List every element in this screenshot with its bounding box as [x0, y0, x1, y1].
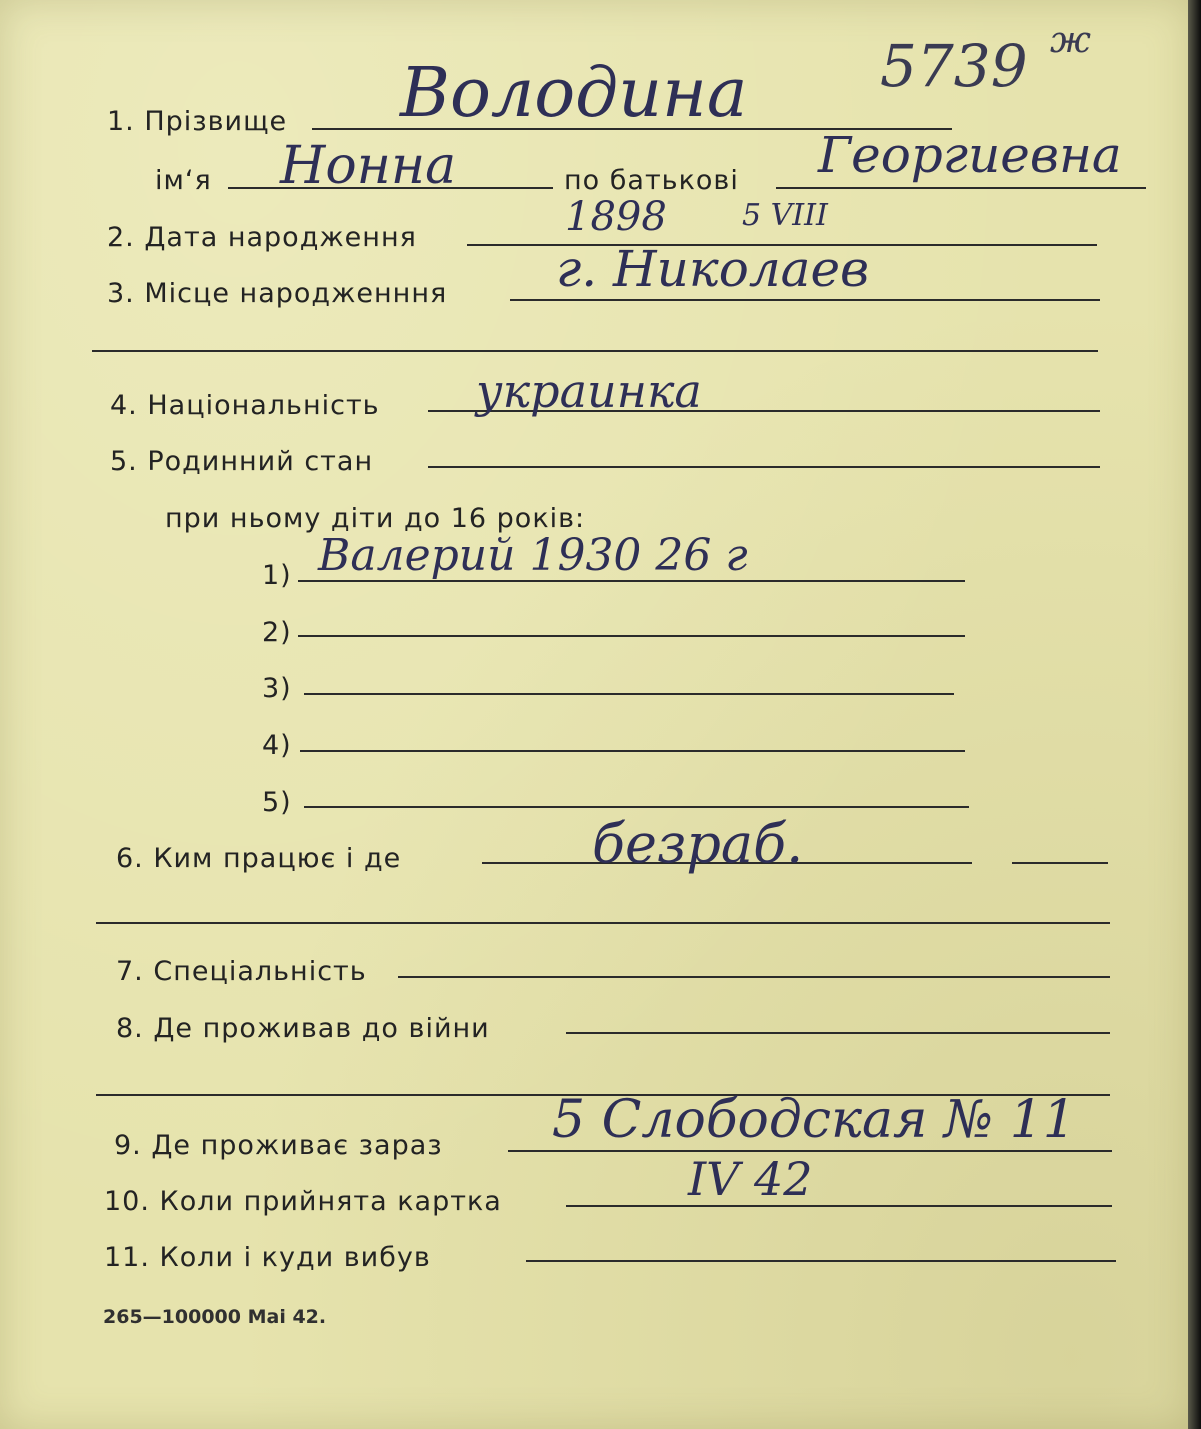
- line-child-4: [300, 750, 965, 752]
- label-child-2: 2): [262, 617, 292, 648]
- line-marital-status: [428, 466, 1100, 468]
- line-departed: [526, 1260, 1116, 1262]
- hw-occupation: безраб.: [592, 812, 804, 875]
- label-child-3: 3): [262, 673, 292, 704]
- hw-birth-day: 5 VIII: [742, 198, 828, 233]
- line-occupation-right: [1012, 862, 1108, 864]
- hw-birth-year: 1898: [565, 194, 667, 240]
- line-card-accepted: [566, 1205, 1112, 1207]
- print-mark-footer: 265—100000 Mai 42.: [103, 1306, 327, 1328]
- hw-child-1: Валерий 1930 26 г: [318, 530, 748, 581]
- label-surname: 1. Прізвище: [107, 106, 288, 137]
- label-prewar-residence: 8. Де проживав до війни: [116, 1013, 490, 1044]
- hw-surname: Володина: [400, 54, 748, 133]
- label-specialty: 7. Спеціальність: [116, 956, 367, 987]
- label-birth-date: 2. Дата народження: [107, 222, 417, 253]
- line-child-3: [304, 693, 954, 695]
- hw-nationality: украинка: [476, 364, 702, 418]
- label-first-name: ім‘я: [155, 165, 212, 196]
- line-child-2: [298, 635, 965, 637]
- hw-current-residence: 5 Слободская № 11: [552, 1090, 1076, 1150]
- hw-card-accepted: IV 42: [688, 1152, 813, 1206]
- label-nationality: 4. Національність: [110, 390, 380, 421]
- line-specialty: [398, 976, 1110, 978]
- hw-record-suffix: ж: [1050, 20, 1091, 61]
- label-departed: 11. Коли і куди вибув: [104, 1242, 431, 1273]
- hw-first-name: Нонна: [280, 136, 457, 196]
- line-patronymic: [776, 187, 1146, 189]
- label-birth-place: 3. Місце народженння: [107, 278, 448, 309]
- label-patronymic: по батькові: [564, 165, 739, 196]
- label-occupation: 6. Ким працює і де: [116, 843, 402, 874]
- line-child-5: [304, 806, 969, 808]
- card-edge-shadow: [1188, 0, 1201, 1429]
- label-children-header: при ньому діти до 16 років:: [165, 503, 586, 534]
- line-occupation-extra: [96, 922, 1110, 924]
- hw-birth-place: г. Николаев: [556, 240, 870, 298]
- label-current-residence: 9. Де проживає зараз: [114, 1130, 443, 1161]
- label-marital-status: 5. Родинний стан: [110, 446, 374, 477]
- line-birth-place: [510, 299, 1100, 301]
- label-card-accepted: 10. Коли прийнята картка: [104, 1186, 502, 1217]
- line-birth-place-extra: [92, 350, 1098, 352]
- line-prewar-residence: [566, 1032, 1110, 1034]
- hw-patronymic: Георгиевна: [818, 126, 1122, 184]
- label-child-5: 5): [262, 787, 292, 818]
- label-child-4: 4): [262, 730, 292, 761]
- label-child-1: 1): [262, 560, 292, 591]
- hw-record-number: 5739: [880, 32, 1028, 100]
